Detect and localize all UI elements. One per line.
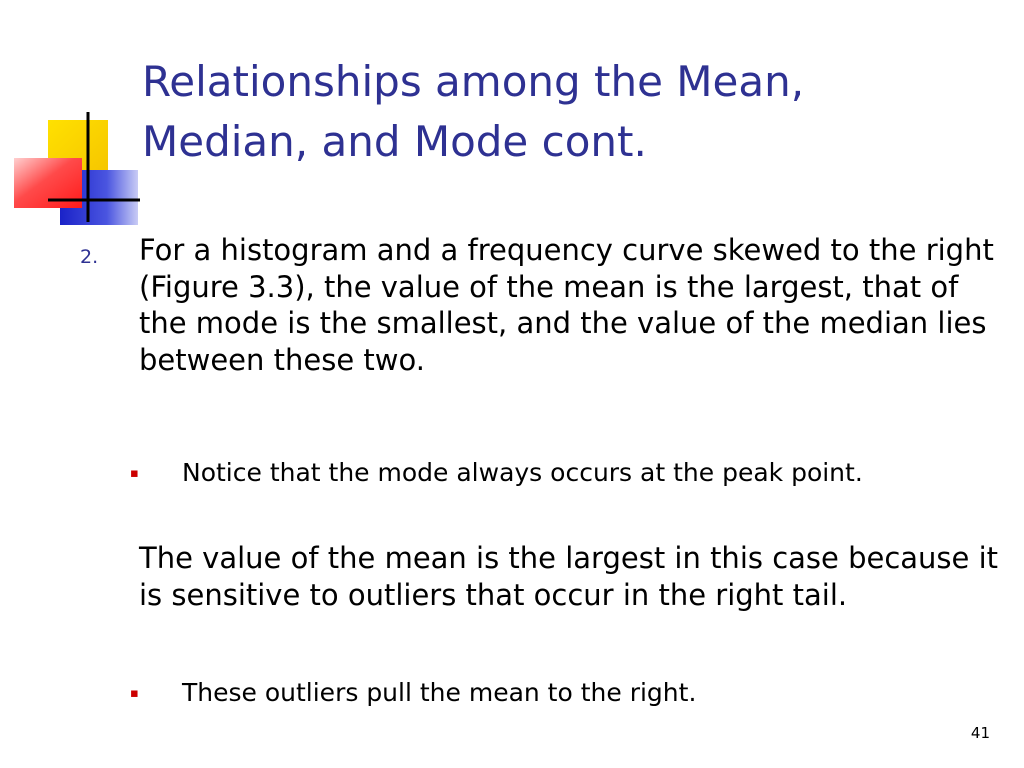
list-item-number: 2. (80, 246, 99, 268)
sub-bullet-marker: ▪ (130, 466, 139, 481)
page-number: 41 (970, 724, 990, 742)
sub-bullet-text: These outliers pull the mean to the right. (182, 678, 697, 707)
body-paragraph: The value of the mean is the largest in this case because it is sensitive to outliers that occur in the right tail. (139, 541, 999, 612)
title-line-1: Relationships among the Mean, (142, 57, 805, 106)
list-item-text: For a histogram and a frequency curve skewed to the right (Figure 3.3), the value of the mean is the largest, that of the mode is the smallest, and the value of the median lies between these two. (139, 233, 994, 377)
slide-title (142, 52, 1002, 172)
decorative-squares-logo (0, 0, 150, 240)
sub-bullet-marker: ▪ (130, 686, 139, 701)
title-line-2: Median, and Mode cont. (142, 117, 647, 166)
sub-bullet-text: Notice that the mode always occurs at the peak point. (182, 458, 863, 487)
